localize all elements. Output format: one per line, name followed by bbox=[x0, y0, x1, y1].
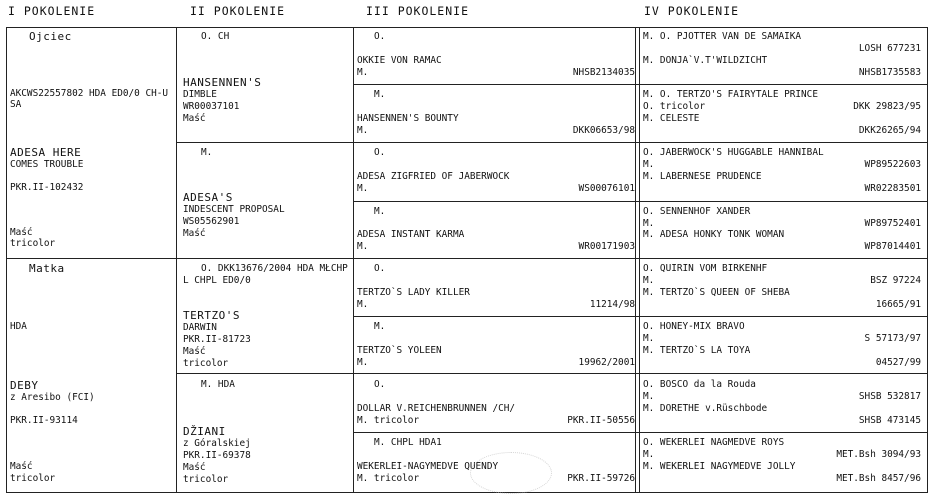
g2-tag: O. DKK13676/2004 HDA MŁCHP bbox=[201, 263, 348, 274]
dam-color-label: Maść bbox=[10, 461, 33, 472]
g3-tag: O. bbox=[374, 379, 386, 390]
header-gen4: IV POKOLENIE bbox=[644, 4, 740, 18]
sire-color-label: Maść bbox=[10, 227, 33, 238]
g4-reg: NHSB1735583 bbox=[858, 67, 921, 78]
g2-line: Maść bbox=[183, 113, 206, 124]
g4-line: M. WEKERLEI NAGYMEDVE JOLLY bbox=[643, 461, 796, 472]
g4-reg: DKK26265/94 bbox=[858, 125, 921, 136]
g4-line: M. DONJA`V.T'WILDZICHT bbox=[643, 55, 768, 66]
g4-line: M. TERTZO`S QUEEN OF SHEBA bbox=[643, 287, 790, 298]
dam-color: tricolor bbox=[10, 473, 56, 484]
g4-reg: SHSB 532817 bbox=[858, 391, 921, 402]
col-divider bbox=[639, 28, 640, 492]
g4-line: O. HONEY-MIX BRAVO bbox=[643, 321, 745, 332]
g2-line: DIMBLE bbox=[183, 89, 217, 100]
col-divider bbox=[176, 28, 177, 492]
dam-pkr: PKR.II-93114 bbox=[10, 415, 78, 426]
g3-tag: O. bbox=[374, 263, 386, 274]
g3-sex: M. bbox=[357, 67, 369, 78]
sire-reg-cont: SA bbox=[10, 99, 22, 110]
g2-line: z Góralskiej bbox=[183, 438, 251, 449]
g3-sex: M. tricolor bbox=[357, 473, 420, 484]
g4-reg: WR02283501 bbox=[864, 183, 921, 194]
g3-tag: M. CHPL HDA1 bbox=[374, 437, 442, 448]
g4-line: M. bbox=[643, 449, 655, 460]
g3-name: TERTZO`S YOLEEN bbox=[357, 345, 442, 356]
col-divider bbox=[635, 28, 636, 492]
g4-line: M. LABERNESE PRUDENCE bbox=[643, 171, 762, 182]
g3-reg: NHSB2134035 bbox=[572, 67, 635, 78]
g4-reg: 04527/99 bbox=[875, 357, 921, 368]
g4-reg: BSZ 97224 bbox=[870, 275, 921, 286]
dam-role: Matka bbox=[29, 262, 65, 275]
g3-name: ADESA ZIGFRIED OF JABERWOCK bbox=[357, 171, 510, 182]
sire-name-cont: COMES TROUBLE bbox=[10, 159, 84, 170]
faint-stamp bbox=[470, 452, 552, 494]
sire-reg: AKCWS22557802 HDA ED0/0 CH-U bbox=[10, 88, 169, 99]
g4-line: M. bbox=[643, 159, 655, 170]
g4-reg: DKK 29823/95 bbox=[853, 101, 921, 112]
g2-name: HANSENNEN'S bbox=[183, 76, 262, 89]
g3-reg: PKR.II-59726 bbox=[567, 473, 635, 484]
g2-tag: M. HDA bbox=[201, 379, 235, 390]
g4-reg: WP87014401 bbox=[864, 241, 921, 252]
g3-sex: M. bbox=[357, 357, 369, 368]
g4-line: O. JABERWOCK'S HUGGABLE HANNIBAL bbox=[643, 147, 824, 158]
sire-name: ADESA HERE bbox=[10, 146, 82, 159]
g3-name: HANSENNEN'S BOUNTY bbox=[357, 113, 459, 124]
g4-line: M. DORETHE v.Rüschbode bbox=[643, 403, 768, 414]
g4-line: M. bbox=[643, 333, 655, 344]
g2-line: Maść bbox=[183, 462, 206, 473]
g4-line: M. TERTZO`S LA TOYA bbox=[643, 345, 751, 356]
g4-line: O. QUIRIN VOM BIRKENHF bbox=[643, 263, 768, 274]
g4-line: O. SENNENHOF XANDER bbox=[643, 206, 751, 217]
col-divider bbox=[353, 28, 354, 492]
g3-tag: M. bbox=[374, 321, 386, 332]
g2-line: WR00037101 bbox=[183, 101, 240, 112]
g2-tag: L CHPL ED0/0 bbox=[183, 275, 251, 286]
g4-reg: SHSB 473145 bbox=[858, 415, 921, 426]
row-divider bbox=[353, 316, 927, 317]
g2-line: tricolor bbox=[183, 474, 229, 485]
header-gen1: I POKOLENIE bbox=[8, 4, 96, 18]
g3-reg: WR00171903 bbox=[578, 241, 635, 252]
pedigree-table bbox=[6, 27, 928, 493]
g4-reg: S 57173/97 bbox=[864, 333, 921, 344]
g2-name: ADESA'S bbox=[183, 191, 233, 204]
g2-line: PKR.II-81723 bbox=[183, 334, 251, 345]
sire-role: Ojciec bbox=[29, 30, 72, 43]
row-divider bbox=[353, 201, 927, 202]
g2-tag: M. bbox=[201, 147, 213, 158]
g2-line: PKR.II-69378 bbox=[183, 450, 251, 461]
g4-line: O. BOSCO da la Rouda bbox=[643, 379, 756, 390]
g3-name: TERTZO`S LADY KILLER bbox=[357, 287, 470, 298]
g3-sex: M. bbox=[357, 125, 369, 136]
g4-line: M. bbox=[643, 218, 655, 229]
g3-sex: M. bbox=[357, 183, 369, 194]
sire-color: tricolor bbox=[10, 238, 56, 249]
g3-reg: PKR.II-50556 bbox=[567, 415, 635, 426]
dam-name: DEBY bbox=[10, 379, 39, 392]
sire-pkr: PKR.II-102432 bbox=[10, 182, 84, 193]
g3-name: WEKERLEI-NAGYMEDVE QUENDY bbox=[357, 461, 499, 472]
g4-line: O. tricolor bbox=[643, 101, 706, 112]
header-gen2: II POKOLENIE bbox=[190, 4, 286, 18]
g2-line: INDESCENT PROPOSAL bbox=[183, 204, 285, 215]
g4-line: M. CELESTE bbox=[643, 113, 700, 124]
g4-line: M. O. PJOTTER VAN DE SAMAIKA bbox=[643, 31, 802, 42]
header-gen3: III POKOLENIE bbox=[366, 4, 470, 18]
g2-line: DARWIN bbox=[183, 322, 217, 333]
g3-name: OKKIE VON RAMAC bbox=[357, 55, 442, 66]
g3-tag: M. bbox=[374, 206, 386, 217]
row-divider bbox=[353, 84, 927, 85]
g4-reg: MET.Bsh 8457/96 bbox=[836, 473, 921, 484]
row-divider bbox=[176, 373, 927, 374]
g3-reg: 11214/98 bbox=[589, 299, 635, 310]
g3-sex: M. tricolor bbox=[357, 415, 420, 426]
g2-tag: O. CH bbox=[201, 31, 230, 42]
row-divider bbox=[353, 432, 927, 433]
g4-line: M. bbox=[643, 391, 655, 402]
g3-reg: DKK06653/98 bbox=[572, 125, 635, 136]
g4-line: M. O. TERTZO'S FAIRYTALE PRINCE bbox=[643, 89, 818, 100]
row-divider bbox=[7, 258, 927, 259]
g2-line: Maść bbox=[183, 228, 206, 239]
g4-reg: 16665/91 bbox=[875, 299, 921, 310]
g4-reg: LOSH 677231 bbox=[858, 43, 921, 54]
g2-line: Maść bbox=[183, 346, 206, 357]
g3-reg: WS00076101 bbox=[578, 183, 635, 194]
g2-name: DŽIANI bbox=[183, 425, 226, 438]
dam-name-cont: z Aresibo (FCI) bbox=[10, 392, 95, 403]
g4-reg: MET.Bsh 3094/93 bbox=[836, 449, 921, 460]
g4-line: M. ADESA HONKY TONK WOMAN bbox=[643, 229, 785, 240]
g3-sex: M. bbox=[357, 299, 369, 310]
g3-sex: M. bbox=[357, 241, 369, 252]
g3-reg: 19962/2001 bbox=[578, 357, 635, 368]
g4-reg: WP89752401 bbox=[864, 218, 921, 229]
g4-line: M. bbox=[643, 275, 655, 286]
g2-line: tricolor bbox=[183, 358, 229, 369]
g3-name: ADESA INSTANT KARMA bbox=[357, 229, 465, 240]
g3-tag: M. bbox=[374, 89, 386, 100]
g4-reg: WP89522603 bbox=[864, 159, 921, 170]
row-divider bbox=[176, 142, 927, 143]
g3-tag: O. bbox=[374, 147, 386, 158]
g2-line: WS05562901 bbox=[183, 216, 240, 227]
g3-tag: O. bbox=[374, 31, 386, 42]
dam-reg: HDA bbox=[10, 321, 27, 332]
g4-line: O. WEKERLEI NAGMEDVE ROYS bbox=[643, 437, 785, 448]
g3-name: DOLLAR V.REICHENBRUNNEN /CH/ bbox=[357, 403, 516, 414]
g2-name: TERTZO'S bbox=[183, 309, 240, 322]
